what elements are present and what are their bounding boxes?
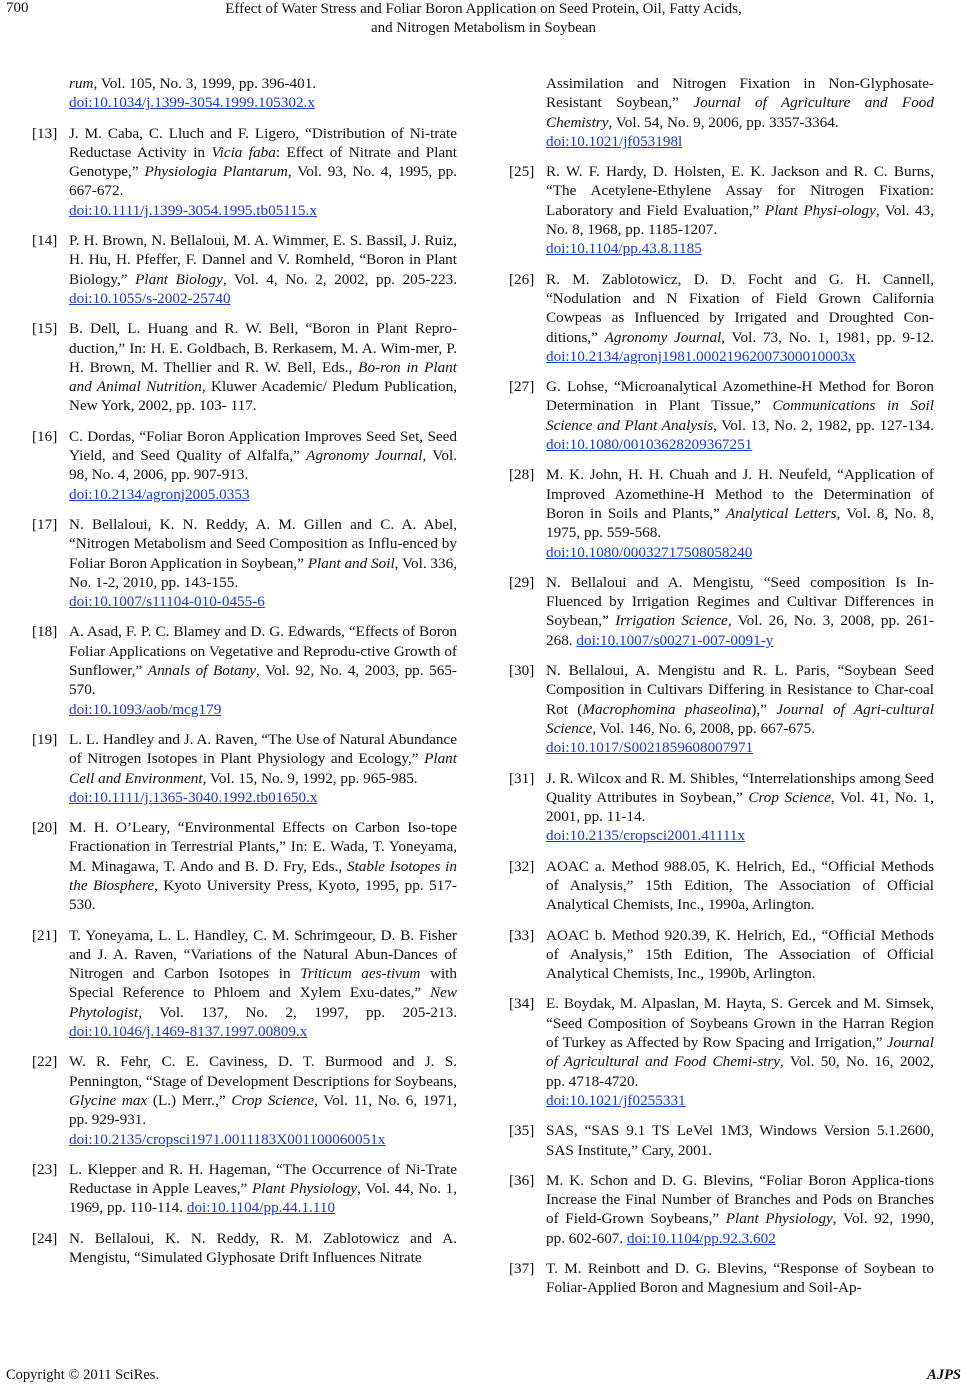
reference-text: AOAC b. Method 920.39, K. Helrich, Ed., “Official Methods of Analysis,” 15th Edition, The Association of Official Analytical Chemists, Inc., 1990b, Arlington.: [546, 926, 934, 983]
reference-text: T. M. Reinbott and D. G. Blevins, “Response of Soybean to Foliar-Applied Boron and Magnesium and Soil-Ap-: [546, 1260, 934, 1297]
doi-link[interactable]: doi:10.1021/jf053198l: [546, 132, 683, 150]
reference-number: [31]: [509, 769, 535, 787]
reference-16: [32, 427, 457, 504]
reference-18: [32, 622, 457, 718]
reference-27: [509, 377, 934, 454]
reference-31: [509, 769, 934, 846]
page-number: 700: [6, 0, 29, 16]
reference-italic-text: Macrophomina phaseolina: [582, 700, 752, 718]
reference-text: B. Dell, L. Huang and R. W. Bell, “Boron in Plant Repro-duction,” In: H. E. Goldbach, B. Rerkasem, M. A. Wim-mer, P. H. Brown, M. Thellier and R. W. Bell, Eds.,: [69, 320, 457, 376]
reference-text: AOAC a. Method 988.05, K. Helrich, Ed., “Official Methods of Analysis,” 15th Edition, The Association of Official Analytical Chemists, Inc., 1990a, Arlington.: [546, 857, 934, 914]
reference-36: [509, 1171, 934, 1248]
reference-text: J. M. Caba, C. Lluch and F. Ligero, “Distribution of Ni-trate Reductase Activity in: [69, 124, 457, 161]
reference-text: M. K. John, H. H. Chuah and J. H. Neufeld, “Application of Improved Azomethine-H Method to the Determination of Boron in Soils and Plants,”: [546, 466, 934, 522]
reference-text: , Vol. 15, No. 9, 1992, pp. 965-985.: [202, 769, 418, 787]
reference-text: : Effect of Nitrate and Plant Genotype,”: [69, 143, 457, 181]
reference-italic-text: Agronomy Journal: [604, 328, 722, 346]
reference-text: , Vol. 50, No. 16, 2002, pp. 4718-4720.: [546, 1053, 934, 1090]
reference-text: P. H. Brown, N. Bellaloui, M. A. Wimmer, E. S. Bassil, J. Ruiz, H. Hu, H. Pfeffer, F. Dannel and V. Romheld, “Boron in Plant Biology,”: [69, 232, 457, 288]
reference-text: SAS, “SAS 9.1 TS LeVel 1M3, Windows Version 5.1.2600, SAS Institute,” Cary, 2001.: [546, 1122, 934, 1159]
reference-number: [19]: [32, 730, 58, 748]
doi-link[interactable]: doi:10.2135/cropsci2001.41111x: [546, 827, 746, 845]
reference-italic-text: Triticum aes-tivum: [300, 965, 421, 983]
reference-13: [32, 124, 457, 220]
reference-italic-text: Glycine max: [69, 1091, 148, 1109]
doi-link[interactable]: doi:10.1007/s00271-007-0091-y: [576, 631, 774, 649]
reference-italic-text: Physiologia Plantarum: [144, 163, 288, 181]
reference-text: N. Bellaloui, A. Mengistu and R. L. Paris, “Soybean Seed Composition in Cultivars Differing in Resistance to Char-coal Rot (: [546, 662, 934, 718]
reference-text: N. Bellaloui and A. Mengistu, “Seed composition Is In-Fluenced by Irrigation Regimes and Cultivar Differences in Soybean,”: [546, 573, 934, 630]
doi-link[interactable]: doi:10.1111/j.1399-3054.1995.tb05115.x: [69, 201, 317, 219]
reference-number: [16]: [32, 427, 58, 445]
reference-text: with Special Reference to Phloem and Xylem Exu-dates,”: [69, 965, 457, 1002]
reference-text: , Vol. 8, No. 8, 1975, pp. 559-568.: [546, 504, 934, 542]
reference-text: , Kyoto University Press, Kyoto, 1995, pp. 517-530.: [69, 876, 457, 914]
reference-italic-text: Analytical Letters: [725, 504, 837, 522]
reference-text: , Vol. 137, No. 2, 1997, pp. 205-213.: [138, 1003, 457, 1021]
reference-text: R. W. F. Hardy, D. Holsten, E. K. Jackson and R. C. Burns, “The Acetylene-Ethylene Assay for Nitrogen Fixation: Laboratory and Field Evaluation,”: [546, 163, 934, 219]
reference-number: [20]: [32, 819, 58, 837]
copyright-footer: Copyright © 2011 SciRes.: [6, 1367, 160, 1383]
left-reference-column: [32, 74, 457, 1267]
doi-link[interactable]: doi:10.1046/j.1469-8137.1997.00809.x: [69, 1023, 308, 1041]
reference-cont12: [32, 74, 457, 113]
reference-37: [509, 1259, 934, 1298]
reference-italic-text: Journal of Agricultural and Food Chemi-stry: [546, 1034, 934, 1071]
reference-number: [32]: [509, 857, 535, 875]
reference-text: ),”: [751, 700, 777, 718]
reference-21: [32, 926, 457, 1042]
reference-text: Assimilation and Nitrogen Fixation in Non-Glyphosate-Resistant Soybean,”: [546, 75, 934, 112]
reference-text: , Vol. 43, No. 8, 1968, pp. 1185-1207.: [546, 201, 934, 239]
reference-text: , Vol. 26, No. 3, 2008, pp. 261-268.: [546, 612, 935, 649]
doi-link[interactable]: doi:10.2134/agronj2005.0353: [69, 485, 250, 503]
reference-number: [22]: [32, 1053, 58, 1071]
reference-text: M. K. Schon and D. G. Blevins, “Foliar Boron Applica-tions Increase the Final Number of Branches and Pods on Branches of Field-Grown Soybeans,”: [546, 1171, 934, 1228]
reference-text: , Vol. 73, No. 1, 1981, pp. 9-12.: [721, 328, 934, 346]
right-reference-column: [509, 74, 934, 1298]
reference-number: [27]: [509, 378, 535, 396]
reference-number: [26]: [509, 270, 535, 288]
reference-34: [509, 994, 934, 1110]
reference-text: , Vol. 92, 1990, pp. 602-607.: [546, 1210, 934, 1247]
doi-link[interactable]: doi:10.1093/aob/mcg179: [69, 700, 222, 718]
reference-text: G. Lohse, “Microanalytical Azomethine-H Method for Boron Determination in Plant Tissue,”: [546, 378, 934, 415]
doi-link[interactable]: doi:10.1111/j.1365-3040.1992.tb01650.x: [69, 788, 318, 806]
reference-italic-text: Annals of Botany: [147, 662, 256, 680]
reference-17: [32, 515, 457, 611]
reference-text: , Kluwer Academic/ Pledum Publication, New York, 2002, pp. 103- 117.: [69, 378, 457, 415]
reference-25: [509, 162, 934, 258]
reference-italic-text: Crop Science: [231, 1091, 315, 1109]
reference-text: , Vol. 11, No. 6, 1971, pp. 929-931.: [69, 1091, 458, 1129]
doi-link[interactable]: doi:10.1104/pp.43.8.1185: [546, 240, 702, 258]
doi-link[interactable]: doi:10.1017/S0021859608007971: [546, 739, 754, 757]
reference-text: J. R. Wilcox and R. M. Shibles, “Interrelationships among Seed Quality Attributes in Soybean,”: [546, 769, 934, 806]
doi-link[interactable]: doi:10.1055/s-2002-25740: [69, 289, 231, 307]
reference-italic-text: Plant Physiology: [725, 1210, 833, 1228]
reference-number: [28]: [509, 466, 535, 484]
reference-italic-text: Journal of Agriculture and Food Chemistry: [546, 94, 934, 131]
reference-text: N. Bellaloui, K. N. Reddy, R. M. Zablotowicz and A. Mengistu, “Simulated Glyphosate Drift Influences Nitrate: [69, 1229, 457, 1267]
reference-cont24: [509, 74, 934, 151]
reference-italic-text: Plant Physi-ology: [764, 201, 876, 219]
running-header-line-2: and Nitrogen Metabolism in Soybean: [371, 20, 596, 36]
reference-19: [32, 730, 457, 807]
reference-32: [509, 857, 934, 915]
reference-number: [35]: [509, 1122, 535, 1140]
reference-text: , Vol. 92, No. 4, 2003, pp. 565-570.: [69, 662, 457, 699]
reference-text: , Vol. 41, No. 1, 2001, pp. 11-14.: [546, 788, 934, 826]
reference-text: R. M. Zablotowicz, D. D. Focht and G. H. Cannell, “Nodulation and N Fixation of Field Grown California Cowpeas as Influenced by Irrigated and Droughted Con-ditions,”: [546, 270, 934, 346]
reference-22: [32, 1052, 457, 1148]
reference-text: , Vol. 105, No. 3, 1999, pp. 396-401.: [93, 75, 317, 92]
reference-italic-text: Plant Physiology: [252, 1180, 358, 1198]
reference-text: , Vol. 44, No. 1, 1969, pp. 110-114.: [69, 1180, 458, 1217]
reference-text: W. R. Fehr, C. E. Caviness, D. T. Burmood and J. S. Pennington, “Stage of Development Descriptions for Soybeans,: [69, 1053, 457, 1090]
reference-30: [509, 661, 934, 757]
reference-number: [33]: [509, 926, 535, 944]
reference-italic-text: Plant and Soil: [307, 554, 395, 572]
doi-link[interactable]: doi:10.1104/pp.92.3.602: [627, 1229, 776, 1247]
reference-italic-text: Crop Science: [748, 788, 831, 806]
reference-number: [21]: [32, 926, 58, 944]
reference-italic-text: Agronomy Journal: [306, 447, 423, 465]
running-header-line-1: Effect of Water Stress and Foliar Boron Application on Seed Protein, Oil, Fatty Acids,: [225, 1, 742, 17]
reference-number: [18]: [32, 623, 58, 641]
reference-number: [24]: [32, 1229, 58, 1247]
reference-number: [14]: [32, 232, 58, 250]
reference-italic-text: Stable Isotopes in the Biosphere: [69, 857, 457, 894]
reference-33: [509, 926, 934, 984]
reference-number: [13]: [32, 124, 58, 142]
reference-text: N. Bellaloui, K. N. Reddy, A. M. Gillen and C. A. Abel, “Nitrogen Metabolism and Seed Composition as Influ-enced by Foliar Boron Application in Soybean,”: [69, 515, 457, 572]
reference-text: , Vol. 146, No. 6, 2008, pp. 667-675.: [592, 719, 815, 737]
reference-text: E. Boydak, M. Alpaslan, M. Hayta, S. Gercek and M. Simsek, “Seed Composition of Soybeans Grown in the Harran Region of Turkey as Affected by Row Spacing and Irrigation,”: [546, 995, 934, 1052]
reference-text: , Vol. 54, No. 9, 2006, pp. 3357-3364.: [608, 113, 839, 131]
reference-number: [36]: [509, 1171, 535, 1189]
reference-number: [37]: [509, 1260, 535, 1278]
reference-text: , Vol. 4, No. 2, 2002, pp. 205-223.: [222, 270, 457, 288]
reference-text: , Vol. 93, No. 4, 1995, pp. 667-672.: [69, 163, 458, 200]
reference-number: [29]: [509, 573, 535, 591]
reference-number: [34]: [509, 995, 535, 1013]
reference-20: [32, 818, 457, 914]
reference-14: [32, 231, 457, 308]
reference-italic-text: Bo-ron in Plant and Animal Nutrition: [69, 358, 457, 396]
reference-26: [509, 270, 934, 366]
reference-text: L. L. Handley and J. A. Raven, “The Use of Natural Abundance of Nitrogen Isotopes in Plant Physiology and Ecology,”: [69, 730, 458, 768]
reference-italic-text: Plant Biology: [135, 270, 223, 288]
doi-link[interactable]: doi:10.1104/pp.44.1.110: [186, 1199, 336, 1217]
doi-link[interactable]: doi:10.2134/agronj1981.00021962007300010003x: [546, 347, 856, 365]
reference-28: [509, 465, 934, 561]
reference-35: [509, 1121, 934, 1160]
doi-link[interactable]: doi:10.1034/j.1399-3054.1999.105302.x: [69, 94, 315, 112]
reference-italic-text: New Phytologist: [69, 984, 457, 1021]
reference-number: [15]: [32, 320, 58, 338]
reference-text: T. Yoneyama, L. L. Handley, C. M. Schrimgeour, D. B. Fisher and J. A. Raven, “Variations of the Natural Abun-Dances of Nitrogen and Carbon Isotopes in: [69, 926, 457, 983]
reference-italic-text: Irrigation Science: [615, 612, 728, 630]
reference-italic-text: Communications in Soil Science and Plant Analysis: [546, 397, 934, 434]
reference-15: [32, 319, 457, 415]
reference-text: , Vol. 13, No. 2, 1982, pp. 127-134.: [713, 416, 934, 434]
reference-text: M. H. O’Leary, “Environmental Effects on Carbon Iso-tope Fractionation in Terrestrial Plants,” In: E. Wada, T. Yoneyama, M. Minagawa, T. Ando and B. D. Fry, Eds.,: [69, 819, 457, 875]
reference-number: [30]: [509, 662, 535, 680]
doi-link[interactable]: doi:10.1080/00032717508058240: [546, 543, 753, 561]
journal-abbreviation: AJPS: [927, 1367, 961, 1383]
reference-italic-text: Vicia faba: [211, 143, 276, 161]
reference-text: (L.) Merr.,”: [147, 1091, 232, 1109]
running-header: [0, 0, 967, 38]
reference-text: , Vol. 336, No. 1-2, 2010, pp. 143-155.: [69, 554, 457, 591]
reference-text: C. Dordas, “Foliar Boron Application Improves Seed Set, Seed Yield, and Seed Quality of Alfalfa,”: [69, 427, 457, 465]
reference-text: A. Asad, F. P. C. Blamey and D. G. Edwards, “Effects of Boron Foliar Applications on Vegetative and Reprodu-ctive Growth of Sunflower,”: [69, 623, 457, 680]
reference-italic-text: Plant Cell and Environment: [69, 750, 457, 787]
reference-text: L. Klepper and R. H. Hageman, “The Occurrence of Ni-Trate Reductase in Apple Leaves,”: [69, 1160, 457, 1198]
reference-24: [32, 1229, 457, 1268]
reference-number: [25]: [509, 163, 535, 181]
reference-number: [17]: [32, 515, 58, 533]
doi-link[interactable]: doi:10.1007/s11104-010-0455-6: [69, 593, 265, 611]
reference-italic-text: Journal of Agri-cultural Science: [546, 700, 934, 737]
reference-number: [23]: [32, 1160, 58, 1178]
reference-italic-text: rum: [69, 75, 94, 92]
reference-text: , Vol. 98, No. 4, 2006, pp. 907-913.: [69, 447, 457, 484]
reference-23: [32, 1160, 457, 1218]
doi-link[interactable]: doi:10.2135/cropsci1971.0011183X001100060051x: [69, 1130, 386, 1148]
doi-link[interactable]: doi:10.1080/00103628209367251: [546, 436, 753, 454]
doi-link[interactable]: doi:10.1021/jf0255331: [546, 1091, 686, 1109]
reference-29: [509, 573, 934, 650]
